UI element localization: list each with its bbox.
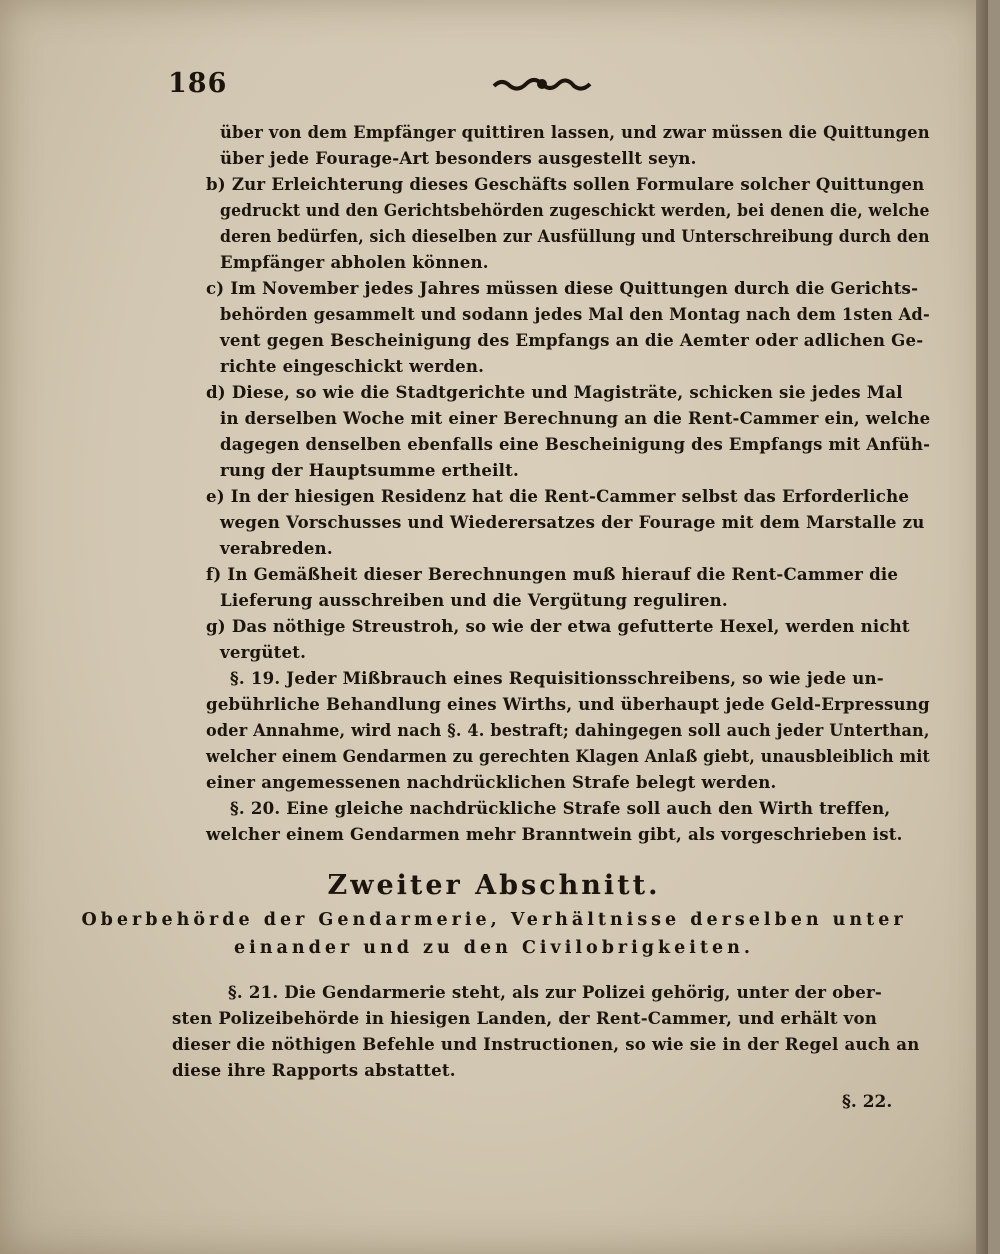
section-subtitle: Oberbehörde der Gendarmerie, Verhältnisse derselben unter xyxy=(81,910,907,930)
text-line: über jede Fourage-Art besonders ausgestellt seyn. xyxy=(220,148,697,168)
catchword: §. 22. xyxy=(842,1092,893,1112)
text-line: sten Polizeibehörde in hiesigen Landen, der Rent-Cammer, und erhält von xyxy=(172,1008,878,1028)
page-edge xyxy=(976,0,988,1254)
text-line: verabreden. xyxy=(220,538,333,558)
text-line: g) Das nöthige Streustroh, so wie der etwa gefutterte Hexel, werden nicht xyxy=(206,616,910,636)
text-line: welcher einem Gendarmen mehr Branntwein gibt, als vorgeschrieben ist. xyxy=(206,824,903,844)
text-line: dagegen denselben ebenfalls eine Bescheinigung des Empfangs mit Anfüh- xyxy=(220,434,931,454)
text-line: §. 21. Die Gendarmerie steht, als zur Polizei gehörig, unter der ober- xyxy=(228,982,882,1002)
text-line: d) Diese, so wie die Stadtgerichte und Magisträte, schicken sie jedes Mal xyxy=(206,382,903,402)
text-line: §. 19. Jeder Mißbrauch eines Requisitionsschreibens, so wie jede un- xyxy=(230,668,884,688)
page-number: 186 xyxy=(168,68,228,99)
text-line: welcher einem Gendarmen zu gerechten Klagen Anlaß giebt, unausbleiblich mit xyxy=(206,746,930,766)
text-line: c) Im November jedes Jahres müssen diese Quittungen durch die Gerichts- xyxy=(206,278,919,298)
text-line: diese ihre Rapports abstattet. xyxy=(172,1060,456,1080)
text-line: dieser die nöthigen Befehle und Instructionen, so wie sie in der Regel auch an xyxy=(172,1034,920,1054)
text-line: über von dem Empfänger quittiren lassen, und zwar müssen die Quittungen xyxy=(220,122,930,142)
text-line: in derselben Woche mit einer Berechnung an die Rent-Cammer ein, welche xyxy=(220,408,931,428)
text-line: Lieferung ausschreiben und die Vergütung reguliren. xyxy=(220,590,728,610)
text-line: oder Annahme, wird nach §. 4. bestraft; dahingegen soll auch jeder Unterthan, xyxy=(206,720,930,740)
section-title: Zweiter Abschnitt. xyxy=(327,870,661,901)
text-line: gebührliche Behandlung eines Wirths, und überhaupt jede Geld-Erpressung xyxy=(206,694,930,714)
text-line: §. 20. Eine gleiche nachdrückliche Strafe soll auch den Wirth treffen, xyxy=(230,798,891,818)
text-line: gedruckt und den Gerichtsbehörden zugeschickt werden, bei denen die, welche xyxy=(220,200,930,220)
text-line: wegen Vorschusses und Wiederersatzes der Fourage mit dem Marstalle zu xyxy=(220,512,925,532)
text-line: vergütet. xyxy=(220,642,307,662)
printer-ornament-icon xyxy=(492,74,592,94)
text-line: einer angemessenen nachdrücklichen Strafe belegt werden. xyxy=(206,772,777,792)
text-line: rung der Hauptsumme ertheilt. xyxy=(220,460,519,480)
text-line: deren bedürfen, sich dieselben zur Ausfüllung und Unterschreibung durch den xyxy=(220,226,930,246)
text-line: richte eingeschickt werden. xyxy=(220,356,485,376)
text-line: b) Zur Erleichterung dieses Geschäfts sollen Formulare solcher Quittungen xyxy=(206,174,925,194)
section-subtitle: einander und zu den Civilobrigkeiten. xyxy=(234,938,754,958)
text-line: vent gegen Bescheinigung des Empfangs an die Aemter oder adlichen Ge- xyxy=(220,330,924,350)
text-line: f) In Gemäßheit dieser Berechnungen muß hierauf die Rent-Cammer die xyxy=(206,564,899,584)
page-header xyxy=(0,68,988,108)
text-line: behörden gesammelt und sodann jedes Mal den Montag nach dem 1sten Ad- xyxy=(220,304,930,324)
text-line: Empfänger abholen können. xyxy=(220,252,489,272)
text-line: e) In der hiesigen Residenz hat die Rent-Cammer selbst das Erforderliche xyxy=(206,486,910,506)
